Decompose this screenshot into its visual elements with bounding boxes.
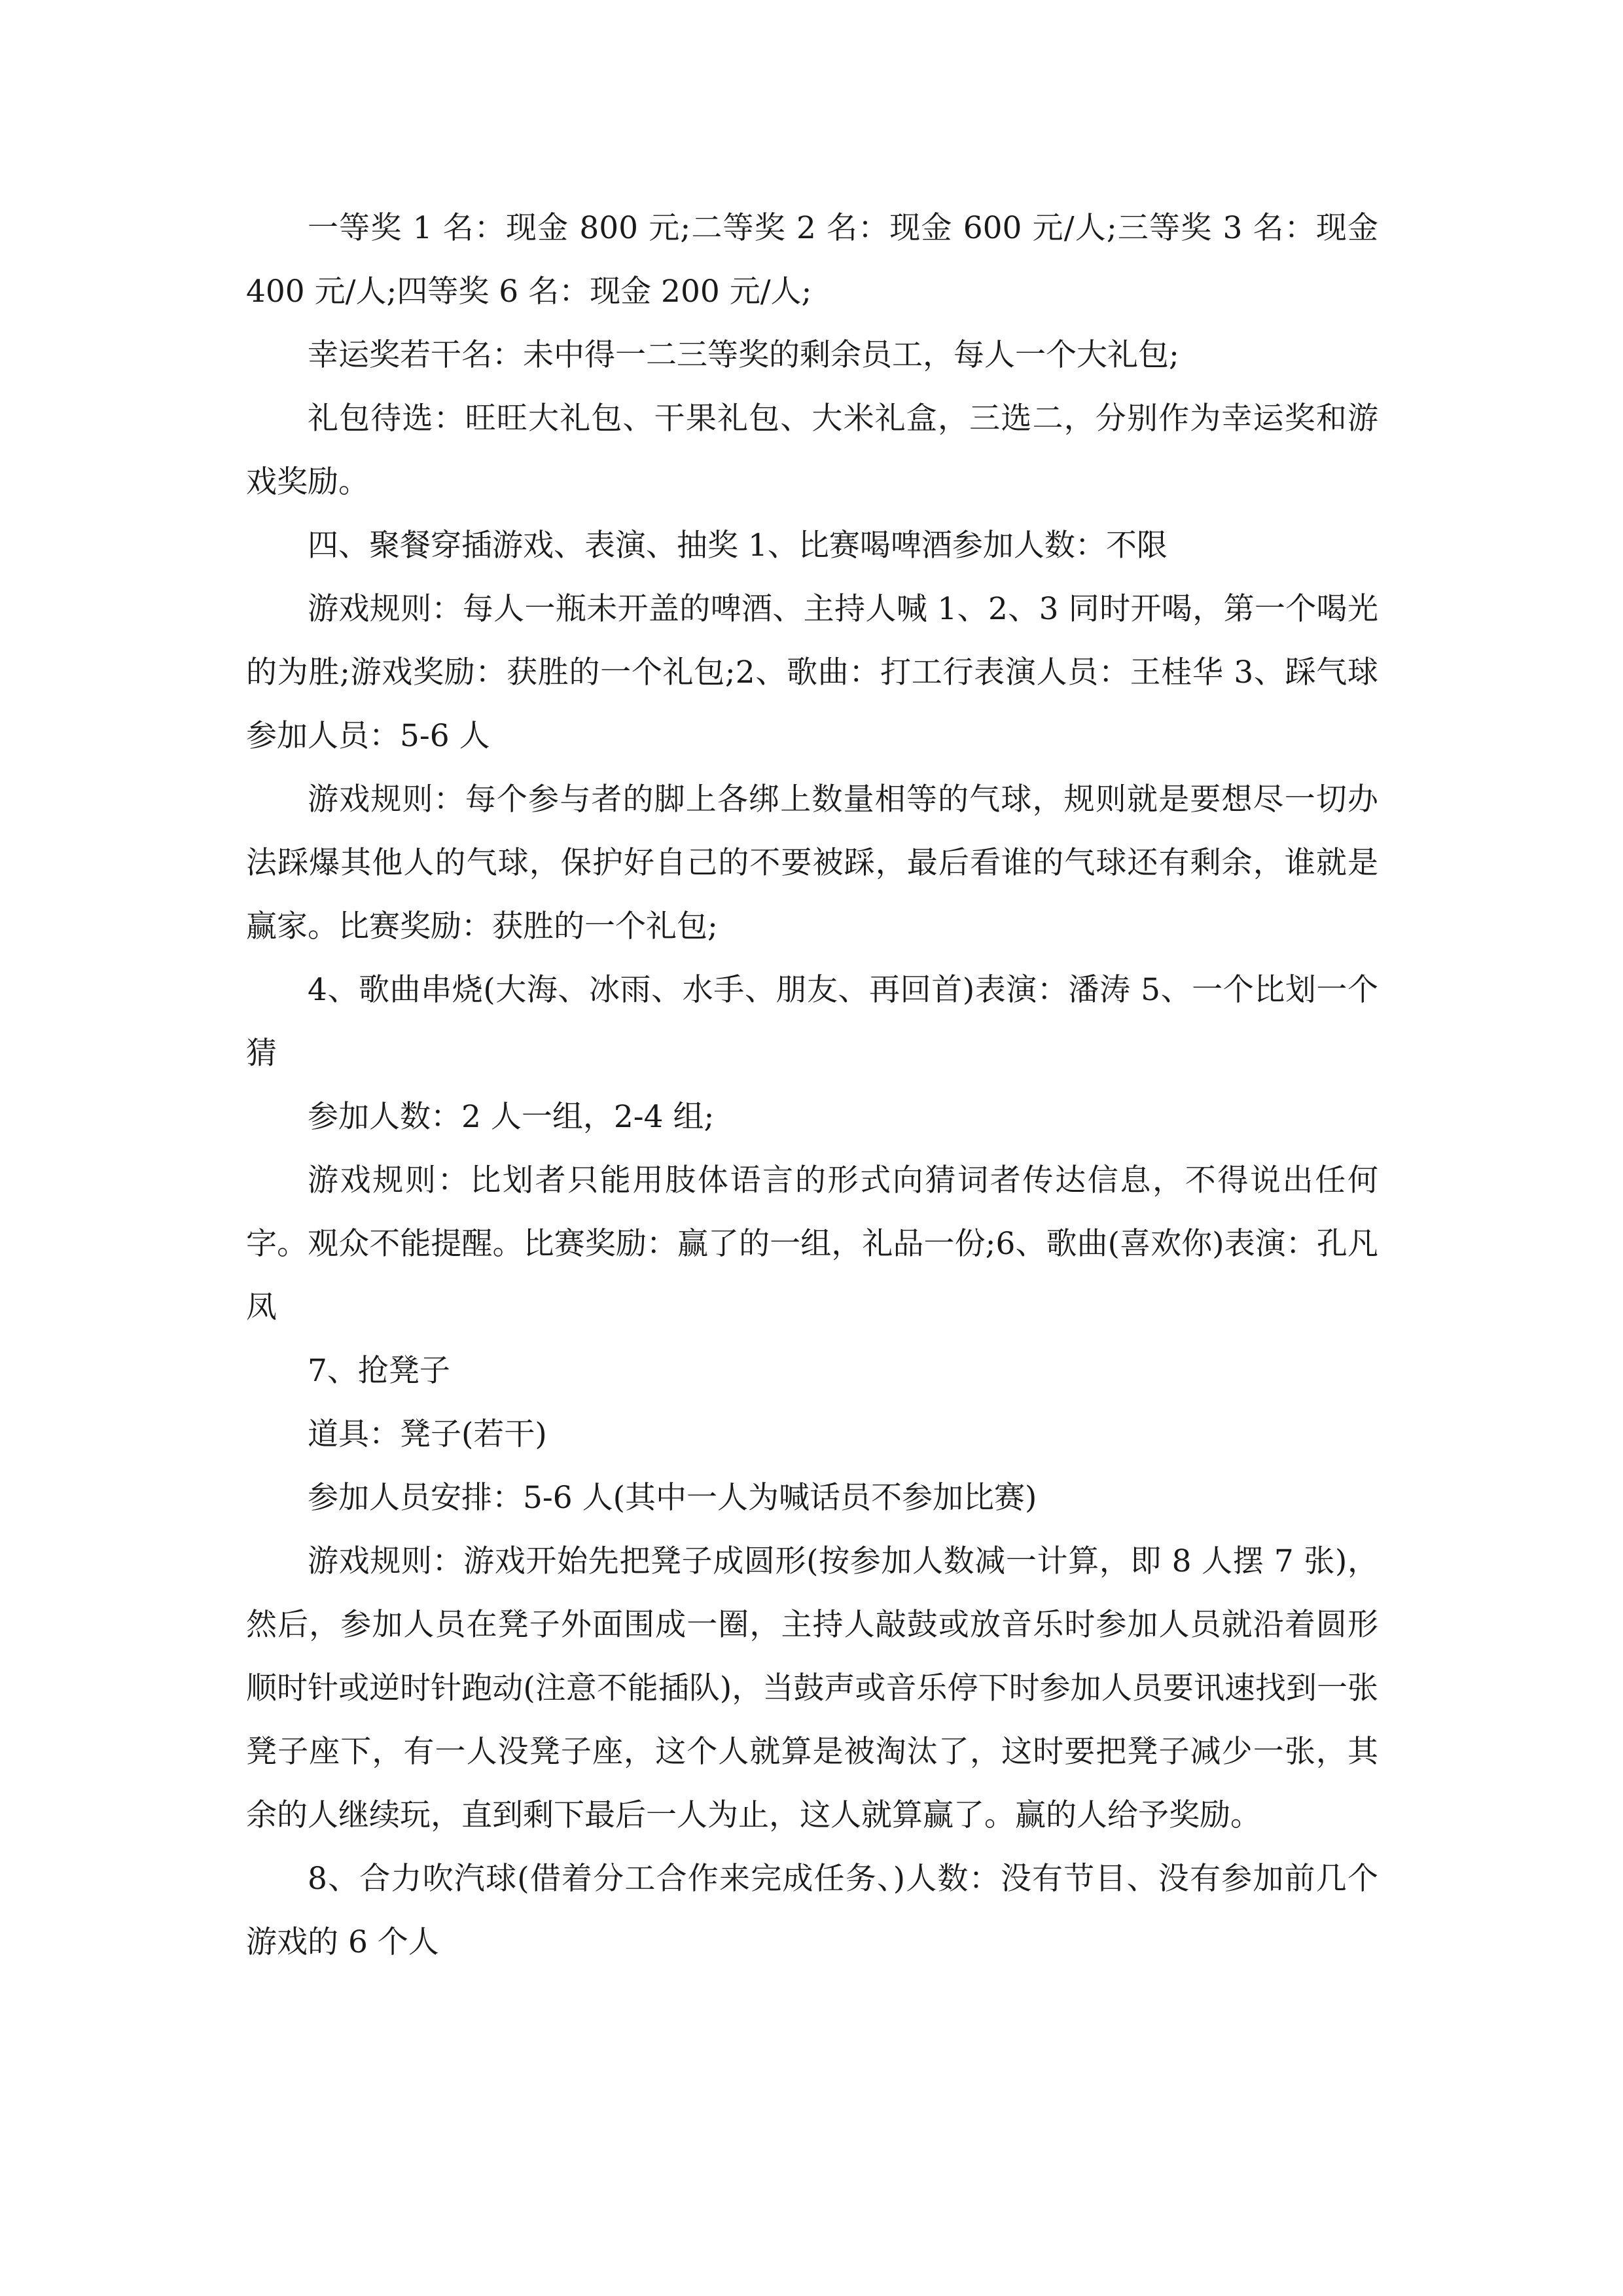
paragraph-lucky-prize: 幸运奖若干名：未中得一二三等奖的剩余员工，每人一个大礼包; <box>308 337 1179 373</box>
paragraph-song-medley: 4、歌曲串烧(大海、冰雨、水手、朋友、再回首)表演：潘涛 5、一个比划一个猜 <box>246 972 1378 1071</box>
paragraph-charades-rules: 游戏规则：比划者只能用肢体语言的形式向猜词者传达信息，不得说出任何字。观众不能提醒。比赛奖励：赢了的一组，礼品一份;6、歌曲(喜欢你)表演：孔凡凤 <box>246 1162 1378 1325</box>
paragraph-musical-chairs-rules: 游戏规则：游戏开始先把凳子成圆形(按参加人数减一计算，即 8 人摆 7 张)，然后，参加人员在凳子外面围成一圈，主持人敲鼓或放音乐时参加人员就沿着圆形顺时针或逆时针跑动(注意不能插队)，当鼓声或音乐停下时参加人员要讯速找到一张凳子座下，有一人没凳子座，这个人就算是被淘汰了，这时要把凳子减少一张，其余的人继续玩，直到剩下最后一人为止，这人就算赢了。赢的人给予奖励。 <box>246 1543 1378 1833</box>
paragraph-arrangement: 参加人员安排：5-6 人(其中一人为喊话员不参加比赛) <box>308 1480 1037 1516</box>
paragraph-balloon-rules: 游戏规则：每个参与者的脚上各绑上数量相等的气球，规则就是要想尽一切办法踩爆其他人的气球，保护好自己的不要被踩，最后看谁的气球还有剩余，谁就是赢家。比赛奖励：获胜的一个礼包; <box>246 781 1378 944</box>
paragraph-balloon-blowing: 8、合力吹汽球(借着分工合作来完成任务、)人数：没有节目、没有参加前几个游戏的 6 个人 <box>246 1861 1378 1960</box>
paragraph-gift-packs: 礼包待选：旺旺大礼包、干果礼包、大米礼盒，三选二，分别作为幸运奖和游戏奖励。 <box>246 401 1378 500</box>
paragraph-participants: 参加人数：2 人一组，2-4 组; <box>308 1099 715 1135</box>
paragraph-props: 道具：凳子(若干) <box>308 1416 547 1452</box>
paragraph-prizes: 一等奖 1 名：现金 800 元;二等奖 2 名：现金 600 元/人;三等奖 3 名：现金 400 元/人;四等奖 6 名：现金 200 元/人; <box>246 210 1378 310</box>
paragraph-section-four: 四、聚餐穿插游戏、表演、抽奖 1、比赛喝啤酒参加人数：不限 <box>308 528 1168 564</box>
paragraph-musical-chairs-title: 7、抢凳子 <box>308 1353 450 1389</box>
paragraph-beer-rules: 游戏规则：每人一瓶未开盖的啤酒、主持人喊 1、2、3 同时开喝，第一个喝光的为胜;游戏奖励：获胜的一个礼包;2、歌曲：打工行表演人员：王桂华 3、踩气球参加人员：5-6 人 <box>246 591 1378 754</box>
document-body <box>246 196 1378 1974</box>
